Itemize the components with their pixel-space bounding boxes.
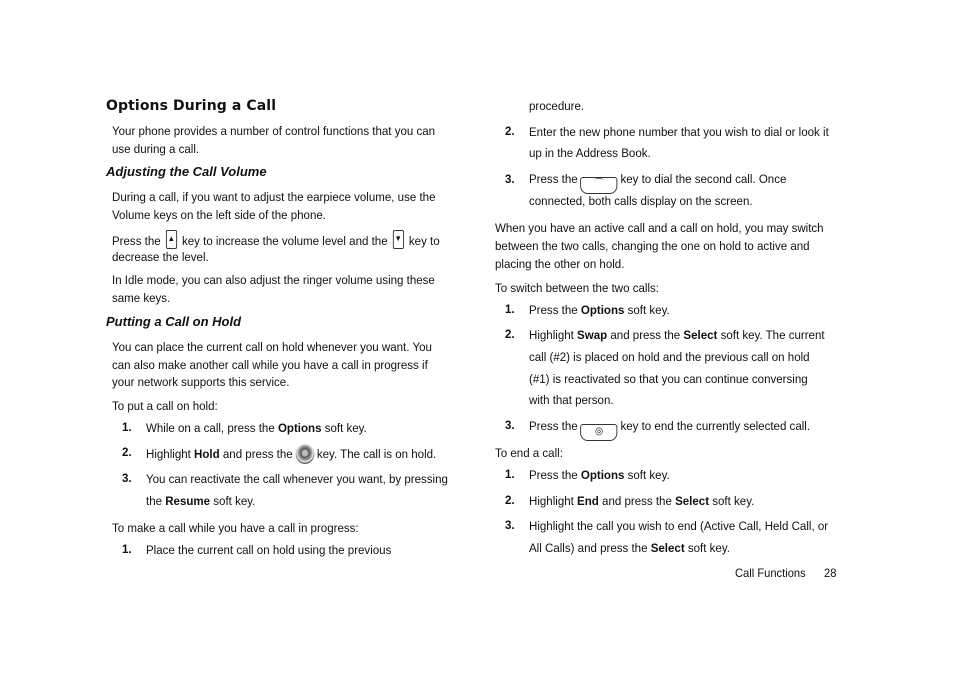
make-step-3-line-2: connected, both calls display on the screen. <box>529 194 753 208</box>
step-number: 2. <box>505 329 515 341</box>
step-number: 3. <box>122 473 132 485</box>
step-number: 2. <box>122 447 132 459</box>
nav-center-key-icon <box>295 444 314 464</box>
end-step-1: Press the Options soft key. <box>529 468 670 482</box>
idle-line-1: In Idle mode, you can also adjust the ringer volume using these <box>112 273 435 287</box>
vol-keys-text-b: key to increase the volume level and the <box>181 234 388 248</box>
vol-keys-line <box>112 230 440 250</box>
hold-line-2: can also make another call while you have a call in progress if <box>112 358 428 372</box>
intro-line-1: Your phone provides a number of control functions that you can <box>112 124 436 138</box>
step-number: 3. <box>505 520 515 532</box>
vol-keys-text-c: key to <box>408 234 440 248</box>
switch-step-2-line-2: call (#2) is placed on hold and the previous call on hold <box>529 350 810 364</box>
hold-step-3-line-1: You can reactivate the call whenever you want, by pressing <box>146 472 448 486</box>
hold-step-2: Highlight Hold and press the key. The call is on hold. <box>146 444 436 464</box>
vol-line-2: Volume keys on the left side of the phone. <box>112 208 326 222</box>
step-number: 2. <box>505 495 515 507</box>
make-step-3-line-1: Press the ⌒ key to dial the second call. Once <box>529 170 786 194</box>
make-step-1: Place the current call on hold using the previous <box>146 543 392 557</box>
make-call-intro: To make a call while you have a call in progress: <box>112 521 359 535</box>
subheading-volume: Adjusting the Call Volume <box>106 164 267 179</box>
make-step-2-line-1: Enter the new phone number that you wish to dial or look it <box>529 125 829 139</box>
make-step-1-cont: procedure. <box>529 99 585 113</box>
switch-line-3: placing the other on hold. <box>495 257 625 271</box>
vol-keys-text-a: Press the <box>112 234 161 248</box>
step-number: 1. <box>122 422 132 434</box>
end-intro: To end a call: <box>495 446 563 460</box>
hold-line-1: You can place the current call on hold whenever you want. You <box>112 340 432 354</box>
end-key-icon: ◎ <box>580 424 617 441</box>
hold-step-3-line-2: the Resume soft key. <box>146 494 256 508</box>
end-step-3-line-2: All Calls) and press the Select soft key. <box>529 541 730 555</box>
switch-line-1: When you have an active call and a call on hold, you may switch <box>495 221 824 235</box>
switch-step-1: Press the Options soft key. <box>529 303 670 317</box>
hold-intro: To put a call on hold: <box>112 399 218 413</box>
switch-step-3: Press the ◎ key to end the currently selected call. <box>529 417 810 441</box>
step-number: 1. <box>122 544 132 556</box>
step-number: 3. <box>505 174 515 186</box>
switch-line-2: between the two calls, changing the one on hold to active and <box>495 239 810 253</box>
make-step-2-line-2: up in the Address Book. <box>529 146 651 160</box>
step-number: 1. <box>505 304 515 316</box>
section-title: Options During a Call <box>106 98 277 114</box>
volume-up-key-icon: ▲ <box>166 230 177 249</box>
switch-intro: To switch between the two calls: <box>495 281 659 295</box>
subheading-hold: Putting a Call on Hold <box>106 314 242 329</box>
idle-line-2: same keys. <box>112 291 171 305</box>
switch-step-2-line-1: Highlight Swap and press the Select soft key. The current <box>529 328 825 342</box>
switch-step-2-line-3: (#1) is reactivated so that you can continue conversing <box>529 372 808 386</box>
end-step-3-line-1: Highlight the call you wish to end (Active Call, Held Call, or <box>529 519 829 533</box>
footer-section: Call Functions <box>735 566 806 580</box>
vol-keys-line-2: decrease the level. <box>112 250 209 264</box>
step-number: 2. <box>505 126 515 138</box>
vol-line-1: During a call, if you want to adjust the earpiece volume, use the <box>112 190 436 204</box>
hold-step-1: While on a call, press the Options soft key. <box>146 421 367 435</box>
intro-line-2: use during a call. <box>112 142 200 156</box>
end-step-2: Highlight End and press the Select soft key. <box>529 494 755 508</box>
hold-line-3: your network supports this service. <box>112 375 290 389</box>
volume-down-key-icon: ▼ <box>393 230 404 249</box>
step-number: 3. <box>505 420 515 432</box>
step-number: 1. <box>505 469 515 481</box>
page-number: 28 <box>824 566 837 580</box>
send-key-icon: ⌒ <box>580 177 617 194</box>
switch-step-2-line-4: with that person. <box>529 393 614 407</box>
